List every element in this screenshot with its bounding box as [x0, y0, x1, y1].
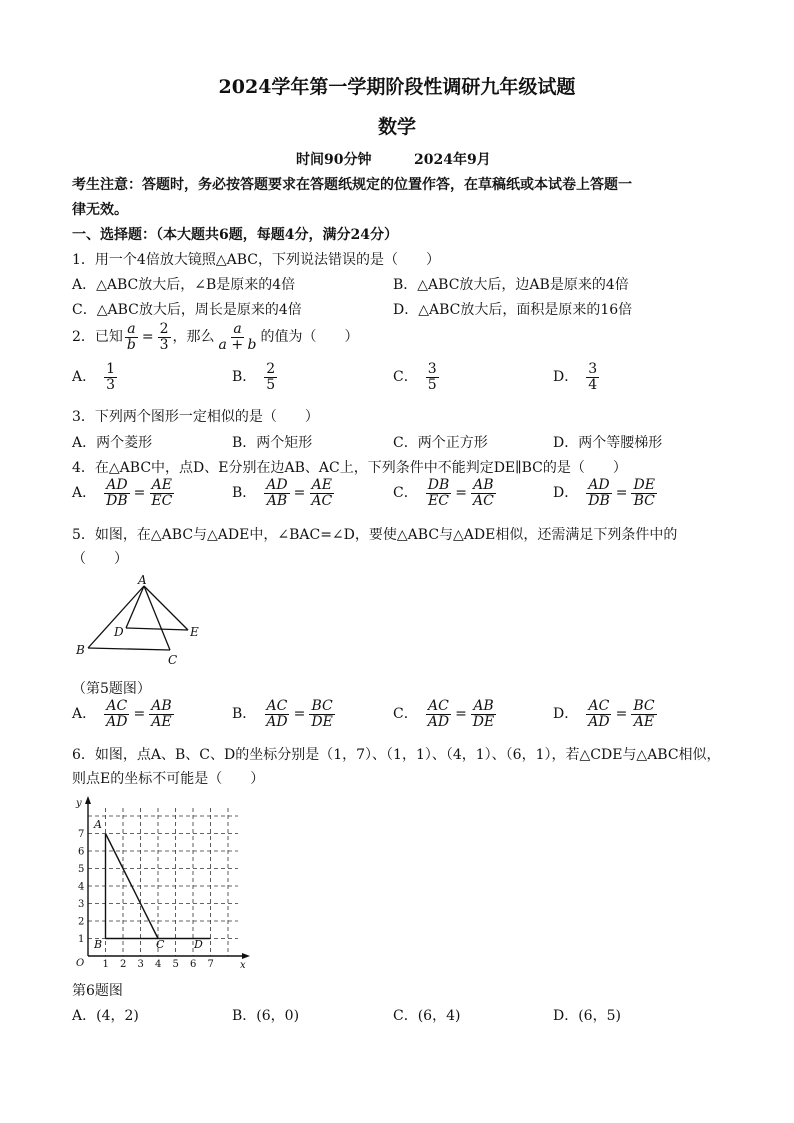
q1-option-b: B．△ABC放大后，边AB是原来的4倍	[393, 277, 629, 293]
q5-label-c: C	[168, 653, 178, 667]
q6-x-tick: 5	[172, 959, 179, 970]
q6-point-b-label: B	[94, 938, 103, 951]
q5-option-c: C． $\frac{AC}{AD}$ = $\frac{AB}{DE}$	[393, 698, 495, 730]
q2-stem: 2．已知 $\frac{a}{b}$ = $\frac{2}{3}$ ，那么 $\frac{a}{a + b}$ 的值为（ ）	[72, 321, 359, 353]
q4-option-a: A． $\frac{AD}{DB}$ = $\frac{AE}{EC}$	[72, 477, 173, 509]
q6-x-tick: 4	[155, 959, 162, 970]
q2-fraction-a-over-b: $\frac{a}{b}$	[126, 321, 136, 353]
q6-option-a: A．(4，2)	[72, 1008, 139, 1024]
exam-title: 2024学年第一学期阶段性调研九年级试题	[218, 76, 576, 98]
q6-y-axis-label: y	[76, 798, 82, 809]
q6-stem-line-2: 则点E的坐标不可能是（ ）	[72, 771, 265, 787]
q6-x-tick: 6	[190, 959, 197, 970]
q6-coordinate-grid	[70, 794, 260, 972]
q3-option-c: C．两个正方形	[393, 435, 488, 451]
q2-option-a: A． $\frac{1}{3}$	[72, 361, 116, 393]
q6-y-tick: 2	[78, 916, 85, 928]
q6-grid-lines	[88, 808, 238, 956]
q5-option-b: B． $\frac{AC}{AD}$ = $\frac{BC}{DE}$	[232, 698, 333, 730]
notice-line-2: 律无效。	[72, 202, 128, 218]
q6-origin-label: O	[76, 958, 85, 969]
q3-option-a: A．两个菱形	[72, 435, 153, 451]
q1-stem: 1．用一个4倍放大镜照△ABC，下列说法错误的是（ ）	[72, 252, 440, 268]
exam-duration: 时间90分钟	[296, 152, 372, 168]
q4-option-d: D． $\frac{AD}{DB}$ = $\frac{DE}{BC}$	[553, 477, 655, 509]
q5-segment-de	[126, 628, 188, 630]
q6-option-b: B．(6，0)	[232, 1008, 300, 1024]
q6-stem-line-1: 6．如图，点A、B、C、D的坐标分别是（1，7）、（1，1）、（4，1）、（6，1），若△CDE与△ABC相似，	[72, 747, 721, 763]
q5-label-a: A	[138, 573, 147, 587]
q6-y-tick: 7	[78, 829, 85, 840]
q2-stem-pre: 2．已知	[72, 329, 123, 346]
q1-option-d: D．△ABC放大后，面积是原来的16倍	[393, 302, 633, 318]
q2-option-c: C． $\frac{3}{5}$	[393, 361, 437, 393]
q6-y-arrow-icon	[85, 796, 91, 804]
q1-option-c: C．△ABC放大后，周长是原来的4倍	[72, 302, 302, 318]
q5-paren: （ ）	[72, 551, 128, 567]
q6-point-a-label: A	[94, 818, 102, 831]
q2-option-d: D． $\frac{3}{4}$	[553, 361, 598, 393]
q6-point-c-label: C	[156, 938, 165, 951]
q6-x-arrow-icon	[242, 953, 250, 959]
q4-option-b: B． $\frac{AD}{AB}$ = $\frac{AE}{AC}$	[232, 477, 333, 509]
q2-fraction-2-over-3: $\frac{2}{3}$	[159, 321, 169, 353]
q5-option-d: D． $\frac{AC}{AD}$ = $\frac{BC}{AE}$	[553, 698, 655, 730]
q5-segment-ae	[144, 586, 188, 630]
q6-y-tick: 4	[78, 881, 85, 893]
q6-caption: 第6题图	[72, 983, 123, 999]
q6-x-tick: 3	[137, 959, 144, 970]
section-heading: 一、选择题：（本大题共6题，每题4分，满分24分）	[72, 227, 398, 243]
q6-x-tick: 2	[120, 959, 127, 970]
q6-y-tick: 6	[78, 846, 85, 858]
q5-label-d: D	[114, 625, 124, 639]
q6-y-tick: 3	[78, 899, 85, 910]
q4-option-c: C． $\frac{DB}{EC}$ = $\frac{AB}{AC}$	[393, 477, 494, 509]
q5-segment-ad	[126, 586, 144, 628]
notice-line-1: 考生注意：答题时，务必按答题要求在答题纸规定的位置作答，在草稿纸或本试卷上答题一	[72, 177, 632, 193]
q2-option-b: B． $\frac{2}{5}$	[232, 361, 276, 393]
q5-segment-bc	[88, 648, 170, 650]
subject-title: 数学	[377, 116, 416, 138]
q6-x-tick: 7	[207, 959, 214, 970]
q5-triangle-figure	[70, 572, 210, 672]
exam-date: 2024年9月	[414, 152, 491, 168]
q6-option-c: C．(6，4)	[393, 1008, 461, 1024]
q4-stem: 4．在△ABC中，点D、E分别在边AB、AC上，下列条件中不能判定DE∥BC的是（ ）	[72, 460, 627, 476]
q6-segment-ac	[106, 834, 159, 939]
q1-option-a: A．△ABC放大后，∠B是原来的4倍	[72, 277, 296, 293]
q6-point-d-label: D	[194, 938, 203, 951]
q6-option-d: D．(6，5)	[553, 1008, 621, 1024]
q3-option-b: B．两个矩形	[232, 435, 313, 451]
q6-x-tick: 1	[102, 959, 109, 970]
q5-label-b: B	[76, 643, 85, 657]
q5-option-a: A． $\frac{AC}{AD}$ = $\frac{AB}{AE}$	[72, 698, 172, 730]
q3-stem: 3．下列两个图形一定相似的是（ ）	[72, 409, 319, 425]
q5-label-e: E	[190, 625, 199, 639]
q5-segment-ac	[144, 586, 170, 650]
q2-fraction-target: $\frac{a}{a + b}$	[218, 321, 257, 353]
q5-caption: （第5题图）	[72, 681, 151, 697]
q6-y-tick: 1	[78, 934, 85, 945]
q5-stem: 5．如图，在△ABC与△ADE中，∠BAC=∠D，要使△ABC与△ADE相似，还需满足下列条件中的	[72, 527, 678, 543]
q6-x-axis-label: x	[240, 960, 246, 971]
q6-y-tick: 5	[78, 864, 85, 875]
q3-option-d: D．两个等腰梯形	[553, 435, 663, 451]
